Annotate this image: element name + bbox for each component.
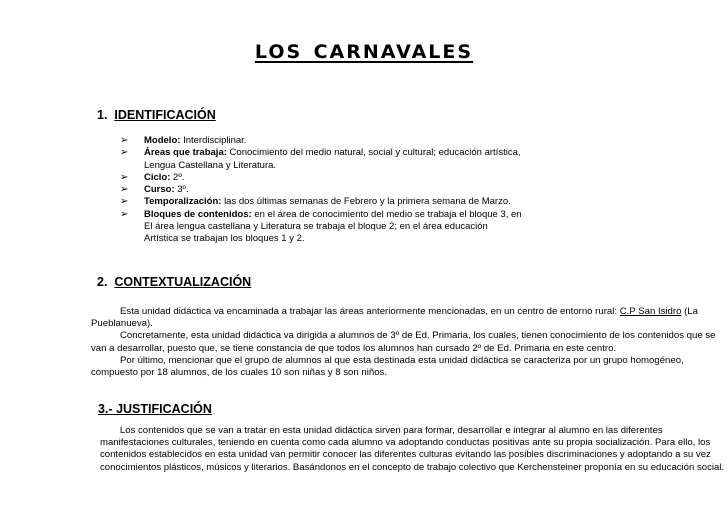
section-title: IDENTIFICACIÓN bbox=[114, 108, 216, 122]
bloques-value-line3: Artística se trabajan los bloques 1 y 2. bbox=[144, 233, 305, 245]
arrow-bullet-icon: ➢ bbox=[120, 184, 129, 196]
identificacion-list bbox=[120, 135, 574, 246]
justificacion-line3: contenidos establecidos en esta unidad van permitir conocer las diferentes culturas evitando las posibles discriminaciones y adoptando a su vez bbox=[100, 449, 711, 461]
list-item-areas bbox=[120, 147, 574, 172]
p1-line2-text: Pueblanueva). bbox=[91, 318, 153, 330]
document-title bbox=[0, 34, 728, 65]
arrow-bullet-icon: ➢ bbox=[120, 208, 129, 220]
school-name: C.P San Isidro bbox=[619, 306, 682, 317]
section-number: 2. bbox=[97, 275, 108, 289]
arrow-bullet-icon: ➢ bbox=[120, 171, 129, 183]
justificacion-line1: Los contenidos que se van a tratar en esta unidad didáctica sirven para formar, desarrollar e integrar al alumno en las diferentes bbox=[119, 425, 663, 436]
p3-line2-text: compuesto por 18 alumnos, de los cuales 10 son niñas y 8 son niños. bbox=[91, 367, 387, 379]
document-title-text: los carnavales bbox=[254, 34, 474, 65]
curso-label: Curso: bbox=[144, 184, 175, 196]
list-item-ciclo bbox=[120, 172, 574, 184]
bloques-value-line2: El área lengua castellana y Literatura se trabaja el bloque 2; en el área educación bbox=[144, 221, 488, 233]
list-item-bloques bbox=[120, 209, 574, 246]
section-title: CONTEXTUALIZACIÓN bbox=[114, 275, 252, 289]
arrow-bullet-icon: ➢ bbox=[120, 196, 129, 208]
curso-value: 3º. bbox=[177, 184, 189, 196]
list-item-temporalizacion bbox=[120, 196, 574, 208]
section-title: JUSTIFICACIÓN bbox=[116, 402, 212, 416]
temporalizacion-label: Temporalización: bbox=[144, 196, 222, 208]
justificacion-line2: manifestaciones culturales, teniendo en cuenta como cada alumno va adoptando conductas positivas ante su propia socialización. Para ello, los bbox=[100, 437, 711, 449]
p2-line2-text: van a desarrollar, puesto que, se tiene constancia de que todos los alumnos han cursado 2º de Ed. Primaria en este centro. bbox=[91, 342, 617, 354]
justificacion-line4: conocimientos plásticos, músicos y literarios. Basándonos en el concepto de trabajo colectivo que Kerchensteiner proponía en su educación social. bbox=[100, 461, 725, 473]
modelo-value: Interdisciplinar. bbox=[183, 135, 247, 146]
section-number: 1. bbox=[97, 108, 108, 122]
p1-line1-text: Esta unidad didáctica va encaminada a trabajar las áreas anteriormente mencionadas, en un centro de entorno rural: bbox=[120, 306, 620, 317]
areas-value-line1: Conocimiento del medio natural, social y cultural; educación artística, bbox=[229, 147, 521, 159]
justificacion-paragraph bbox=[100, 425, 724, 474]
ciclo-label: Ciclo: bbox=[144, 171, 171, 183]
section-heading-contextualizacion bbox=[97, 275, 251, 289]
areas-value-line2: Lengua Castellana y Literatura. bbox=[144, 159, 277, 171]
ciclo-value: 2º. bbox=[173, 171, 185, 183]
section-number: 3.- bbox=[98, 402, 113, 416]
p2-line1-text: Concretamente, esta unidad didáctica va dirigida a alumnos de 3º de Ed. Primaria, los cuales, tienen conocimiento de los contenidos que se bbox=[120, 330, 716, 342]
list-item-modelo bbox=[120, 135, 574, 147]
list-item-curso bbox=[120, 184, 574, 196]
contextualizacion-paragraph-1 bbox=[91, 306, 715, 379]
section-heading-identificacion bbox=[97, 108, 216, 122]
section-heading-justificacion bbox=[98, 402, 212, 416]
bloques-label: Bloques de contenidos: bbox=[144, 208, 252, 220]
temporalizacion-value: las dos últimas semanas de Febrero y la primera semana de Marzo. bbox=[224, 196, 511, 208]
arrow-bullet-icon: ➢ bbox=[120, 147, 129, 159]
p3-line1-text: Por último, mencionar que el grupo de alumnos al que esta destinada esta unidad didáctica se caracteriza por un grupo homogéneo, bbox=[120, 354, 684, 366]
areas-label: Áreas que trabaja: bbox=[144, 147, 227, 159]
bloques-value-line1: en el área de conocimiento del medio se trabaja el bloque 3, en bbox=[254, 208, 522, 220]
arrow-bullet-icon: ➢ bbox=[120, 135, 129, 146]
p1-line1-end: (La bbox=[681, 306, 698, 317]
modelo-label: Modelo: bbox=[144, 135, 181, 146]
